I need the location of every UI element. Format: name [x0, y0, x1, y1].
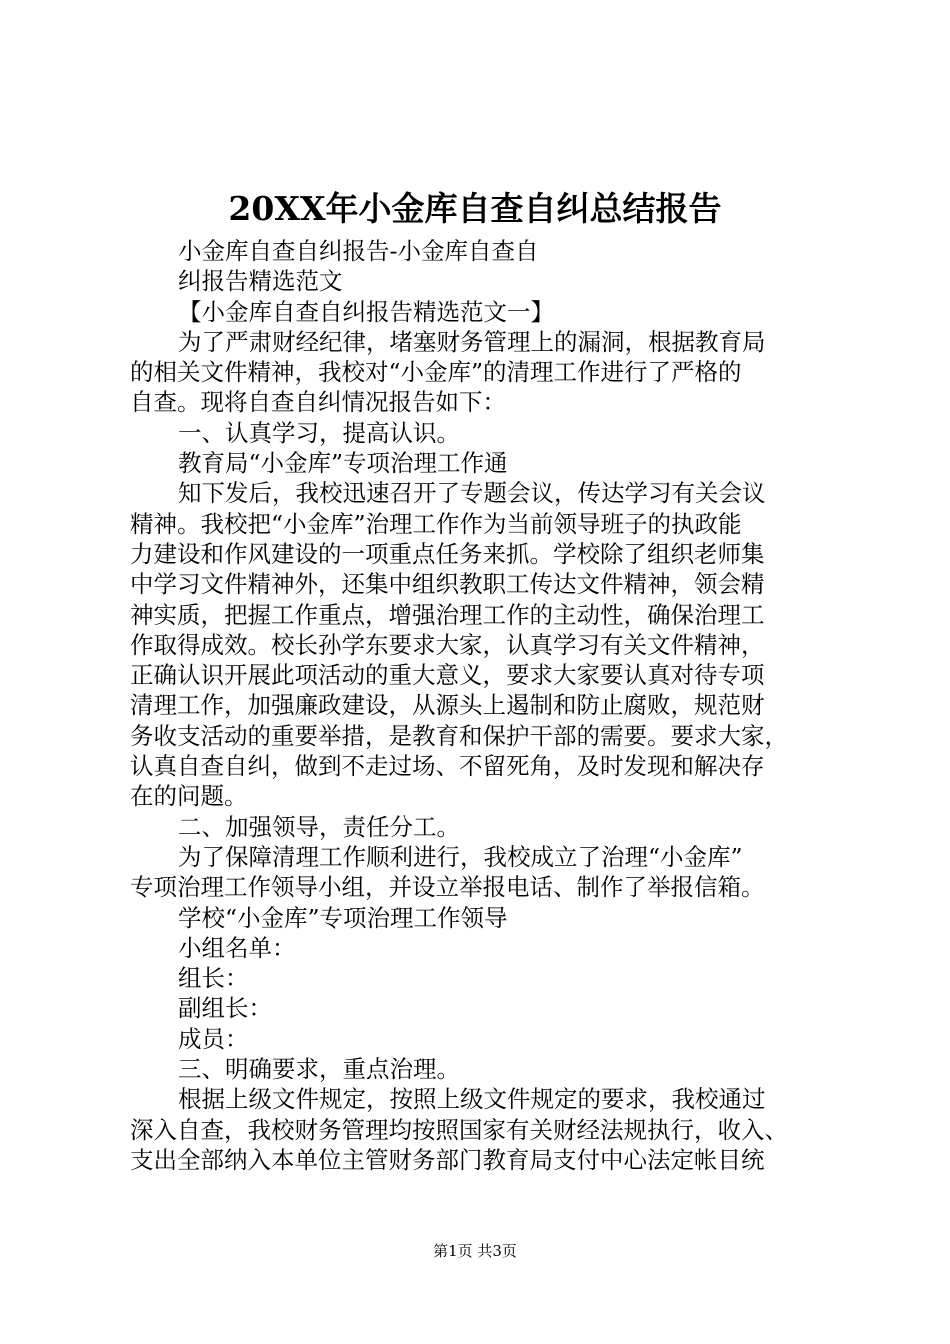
paragraph-line: 为了严肃财经纪律，堵塞财务管理上的漏洞，根据教育局: [178, 327, 766, 356]
paragraph-line: 纠报告精选范文: [178, 267, 343, 296]
list-item: 副组长：: [178, 994, 272, 1023]
paragraph-line: 清理工作，加强廉政建设，从源头上遏制和防止腐败，规范财: [130, 691, 765, 720]
section-heading: 三、明确要求，重点治理。: [178, 1055, 460, 1084]
document-body: [130, 236, 840, 1175]
paragraph-line: 正确认识开展此项活动的重大意义，要求大家要认真对待专项: [130, 661, 765, 690]
paragraph-line: 力建设和作风建设的一项重点任务来抓。学校除了组织老师集: [130, 539, 765, 568]
paragraph-line: 认真自查自纠，做到不走过场、不留死角，及时发现和解决存: [130, 752, 765, 781]
section-heading: 【小金库自查自纠报告精选范文一】: [178, 297, 554, 326]
page-number-footer: 第1页 共3页: [433, 1242, 517, 1260]
paragraph-line: 神实质，把握工作重点，增强治理工作的主动性，确保治理工: [130, 600, 765, 629]
paragraph-line: 的相关文件精神，我校对“小金库”的清理工作进行了严格的: [130, 358, 742, 387]
paragraph-line: 中学习文件精神外，还集中组织教职工传达文件精神，领会精: [130, 570, 765, 599]
paragraph-line: 专项治理工作领导小组，并设立举报电话、制作了举报信箱。: [130, 873, 765, 902]
paragraph-line: 务收支活动的重要举措，是教育和保护干部的需要。要求大家，: [130, 721, 788, 750]
section-heading: 二、加强领导，责任分工。: [178, 812, 460, 841]
paragraph-line: 小组名单：: [178, 933, 296, 962]
paragraph-line: 学校“小金库”专项治理工作领导: [178, 903, 508, 932]
list-item: 组长：: [178, 964, 249, 993]
paragraph-line: 支出全部纳入本单位主管财务部门教育局支付中心法定帐目统: [130, 1145, 765, 1174]
paragraph-line: 精神。我校把“小金库”治理工作作为当前领导班子的执政能: [130, 509, 742, 538]
paragraph-line: 教育局“小金库”专项治理工作通: [178, 449, 508, 478]
document-title: 20XX年小金库自查自纠总结报告: [228, 189, 722, 228]
list-item: 成员：: [178, 1024, 249, 1053]
paragraph-line: 在的问题。: [130, 782, 248, 811]
paragraph-line: 作取得成效。校长孙学东要求大家，认真学习有关文件精神，: [130, 630, 765, 659]
paragraph-line: 深入自查，我校财务管理均按照国家有关财经法规执行，收入、: [130, 1115, 788, 1144]
paragraph-line: 为了保障清理工作顺利进行，我校成立了治理“小金库”: [178, 842, 743, 871]
paragraph-line: 自查。现将自查自纠情况报告如下：: [130, 388, 506, 417]
paragraph-line: 知下发后，我校迅速召开了专题会议，传达学习有关会议: [178, 479, 766, 508]
paragraph-line: 小金库自查自纠报告-小金库自查自: [178, 237, 539, 265]
section-heading: 一、认真学习，提高认识。: [178, 418, 460, 447]
paragraph-line: 根据上级文件规定，按照上级文件规定的要求，我校通过: [178, 1085, 766, 1114]
